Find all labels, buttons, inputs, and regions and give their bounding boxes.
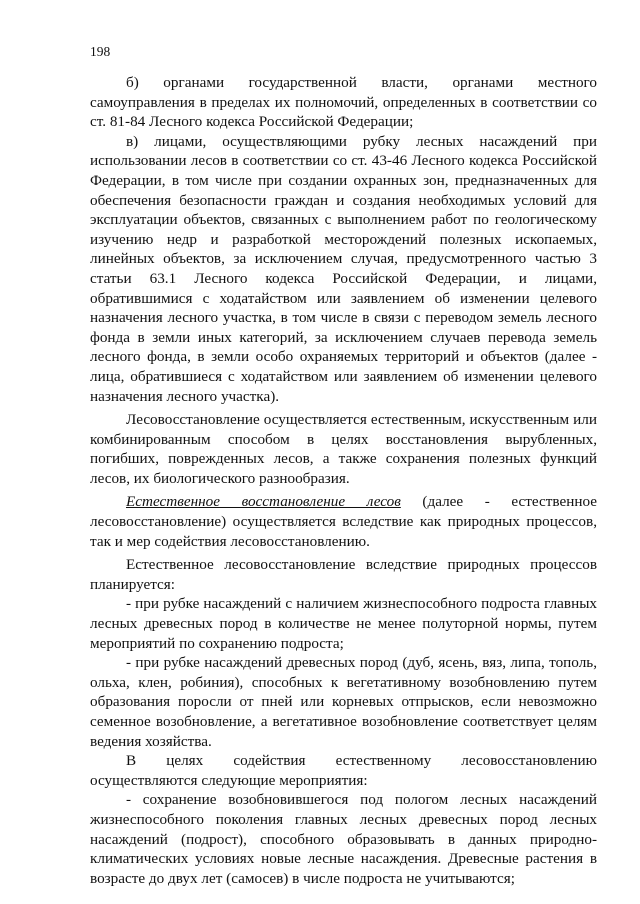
list-item-vegetative-renewal: - при рубке насаждений древесных пород (дуб, ясень, вяз, липа, тополь, ольха, клен, робиния), способных к вегетативному возобновлению путем образования поросли от пней или корневых отпрысков, если невозможно семенное возобновление, а вегетативное возобновление соответствует целям ведения хозяйства. (90, 654, 597, 750)
list-item-undergrowth: - при рубке насаждений с наличием жизнеспособного подроста главных лесных древесных пород в количестве не менее полуторной нормы, путем мероприятий по сохранению подроста; (90, 595, 597, 652)
body-text (90, 73, 597, 888)
paragraph-reforestation-methods: Лесовосстановление осуществляется естественным, искусственным или комбинированным способом в целях восстановления вырубленных, погибших, поврежденных лесов, а также сохранения полезных функций лесов, их биологического разнообразия. (90, 411, 597, 487)
definition-text: (далее - естественное лесовосстановление) осуществляется вследствие как природных процессов, так и мер содействия лесовосстановлению. (90, 493, 598, 550)
paragraph-natural-processes: Естественное лесовосстановление вследствие природных процессов планируется: (90, 556, 597, 593)
list-item-preserve-undergrowth: - сохранение возобновившегося под пологом лесных насаждений жизнеспособного поколения главных лесных древесных пород лесных насаждений (подрост), способного образовывать в данных природно-климатических условиях новые лесные насаждения. Древесные растения в возрасте до двух лет (самосев) в числе подроста не учитываются; (90, 791, 597, 887)
paragraph-assistance-measures: В целях содействия естественному лесовосстановлению осуществляются следующие мероприятия: (90, 752, 597, 789)
paragraph-b-authorities: б) органами государственной власти, органами местного самоуправления в пределах их полномочий, определенных в соответствии со ст. 81-84 Лесного кодекса Российской Федерации; (90, 74, 597, 131)
paragraph-natural-reforestation-definition (90, 492, 597, 551)
page-number: 198 (90, 44, 111, 59)
term-natural-reforestation: Естественное восстановление лесов (126, 493, 401, 511)
paragraph-v-persons: в) лицами, осуществляющими рубку лесных насаждений при использовании лесов в соответствии со ст. 43-46 Лесного кодекса Российской Федерации, в том числе при создании охранных зон, предназначенных для обеспечения безопасности граждан и создания необходимых условий для эксплуатации объектов, связанных с выполнением работ по геологическому изучению недр и разработкой месторождений полезных ископаемых, линейных объектов, за исключением случая, предусмотренного частью 3 статьи 63.1 Лесного кодекса Российской Федерации, и лицами, обратившимися с ходатайством или заявлением об изменении целевого назначения лесного участка, в том числе в связи с переводом земель лесного фонда в земли иных категорий, за исключением случаев перевода земель лесного фонда, в земли особо охраняемых территорий и объектов (далее - лица, обратившиеся с ходатайством или заявлением об изменении целевого назначения лесного участка). (90, 132, 597, 405)
